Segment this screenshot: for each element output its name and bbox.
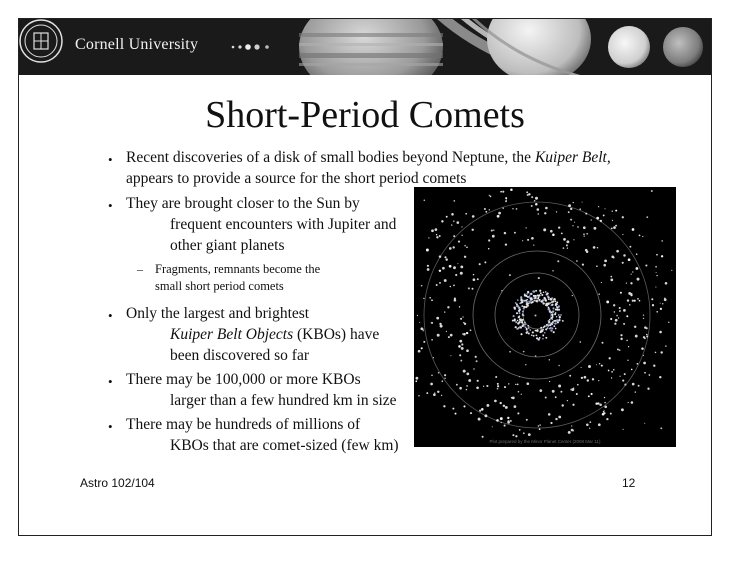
bullet-marker: •	[108, 152, 113, 167]
bullet-marker: •	[108, 308, 113, 323]
sub-bullet-line-1: Fragments, remnants become the	[155, 262, 321, 276]
slide-title: Short-Period Comets	[205, 94, 525, 136]
bullet-3-text: (KBOs) have	[293, 326, 380, 343]
footer-course: Astro 102/104	[80, 476, 155, 490]
cornell-seal-icon	[19, 19, 63, 63]
bullet-3-line-1: Only the largest and brightest	[126, 305, 310, 322]
sub-bullet-line-2: small short period comets	[155, 279, 284, 293]
figure-caption: Plot prepared by the Minor Planet Center (2008 Mar 11)	[489, 439, 601, 444]
bullet-marker: •	[108, 374, 113, 389]
kbo-term: Kuiper Belt Objects	[170, 326, 294, 343]
bullet-1-text: Recent discoveries of a disk of small bodies beyond Neptune, the	[126, 149, 535, 166]
bullet-2-line-2: frequent encounters with Jupiter and	[170, 216, 397, 233]
bullet-marker: •	[108, 198, 113, 213]
kuiper-belt-term: Kuiper Belt,	[534, 149, 611, 166]
footer-page-number: 12	[622, 476, 636, 490]
kuiper-belt-plot-svg	[414, 187, 676, 447]
sub-bullet-marker: –	[137, 262, 143, 276]
bullet-5-line-2: KBOs that are comet-sized (few km)	[170, 437, 399, 454]
bullet-4-line-2: larger than a few hundred km in size	[170, 392, 397, 409]
bullet-3-line-2	[170, 326, 379, 344]
bullet-2-line-3: other giant planets	[170, 237, 285, 254]
bullet-5-line-1: There may be hundreds of millions of	[126, 416, 361, 433]
header-banner	[19, 19, 711, 75]
bullet-marker: •	[108, 419, 113, 434]
bullet-4-line-1: There may be 100,000 or more KBOs	[126, 371, 361, 388]
bullet-3-line-3: been discovered so far	[170, 347, 310, 364]
bullet-1-line-1	[126, 149, 611, 167]
kuiper-belt-plot	[414, 187, 676, 447]
bullet-2-line-1: They are brought closer to the Sun by	[126, 195, 360, 212]
bullet-1-line-2: appears to provide a source for the short period comets	[126, 170, 467, 187]
university-name: Cornell University	[75, 36, 199, 53]
